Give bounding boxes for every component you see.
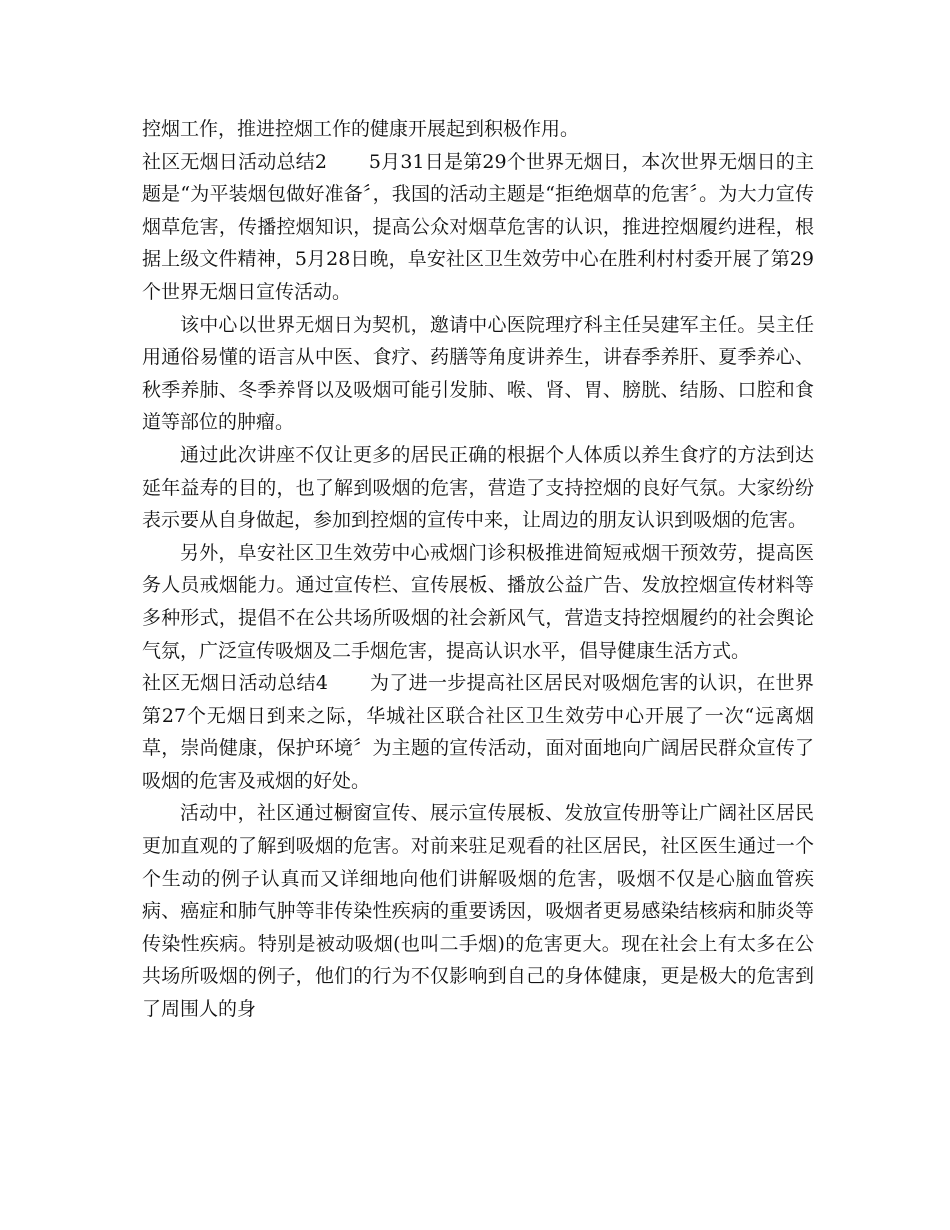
section-heading-summary-2: 社区无烟日活动总结2 xyxy=(142,150,328,173)
paragraph-text: 5月31日是第29个世界无烟日，本次世界无烟日的主题是“为平装烟包做好准备〞，我国的活动主题是“拒绝烟草的危害〞。为大力宣传烟草危害，传播控烟知识，提高公众对烟草危害的认识，推进控烟履约进程，根据上级文件精神，5月28日晚，阜安社区卫生效劳中心在胜利村村委开展了第29个世界无烟日宣传活动。 xyxy=(142,150,814,303)
paragraph-text: 控烟工作，推进控烟工作的健康开展起到积极作用。 xyxy=(142,118,580,140)
paragraph-summary-4 xyxy=(142,667,814,797)
document-body xyxy=(142,113,814,1026)
paragraph-activity xyxy=(142,797,814,1025)
paragraph-text: 通过此次讲座不仅让更多的居民正确的根据个人体质以养生食疗的方法到达延年益寿的目的，也了解到吸烟的危害，营造了支持控烟的良好气氛。大家纷纷表示要从自身做起，参加到控烟的宣传中来，让周边的朋友认识到吸烟的危害。 xyxy=(142,443,814,532)
paragraph-text: 为了进一步提高社区居民对吸烟危害的认识，在世界第27个无烟日到来之际，华城社区联合社区卫生效劳中心开展了一次“远离烟草，崇尚健康，保护环境〞为主题的宣传活动，面对面地向广阔居民群众宣传了吸烟的危害及戒烟的好处。 xyxy=(142,672,814,792)
paragraph-text: 活动中，社区通过橱窗宣传、展示宣传展板、发放宣传册等让广阔社区居民更加直观的了解到吸烟的危害。对前来驻足观看的社区居民，社区医生通过一个个生动的例子认真而又详细地向他们讲解吸烟的危害，吸烟不仅是心脑血管疾病、癌症和肺气肿等非传染性疾病的重要诱因，吸烟者更易感染结核病和肺炎等传染性疾病。特别是被动吸烟(也叫二手烟)的危害更大。现在社会上有太多在公共场所吸烟的例子，他们的行为不仅影响到自己的身体健康，更是极大的危害到了周围人的身 xyxy=(142,802,814,1021)
paragraph-clinic xyxy=(142,537,814,667)
paragraph-continuation xyxy=(142,113,814,146)
section-heading-summary-4: 社区无烟日活动总结4 xyxy=(142,672,328,695)
paragraph-text: 该中心以世界无烟日为契机，邀请中心医院理疗科主任吴建军主任。吴主任用通俗易懂的语言从中医、食疗、药膳等角度讲养生，讲春季养肝、夏季养心、秋季养肺、冬季养肾以及吸烟可能引发肺、喉、肾、胃、膀胱、结肠、口腔和食道等部位的肿瘤。 xyxy=(142,313,814,434)
paragraph-text: 另外，阜安社区卫生效劳中心戒烟门诊积极推进简短戒烟干预效劳，提高医务人员戒烟能力。通过宣传栏、宣传展板、播放公益广告、发放控烟宣传材料等多种形式，提倡不在公共场所吸烟的社会新风气，营造支持控烟履约的社会舆论气氛，广泛宣传吸烟及二手烟危害，提高认识水平，倡导健康生活方式。 xyxy=(142,541,814,662)
paragraph-lecture-effect xyxy=(142,439,814,537)
paragraph-lecture xyxy=(142,309,814,439)
paragraph-summary-2 xyxy=(142,146,814,309)
